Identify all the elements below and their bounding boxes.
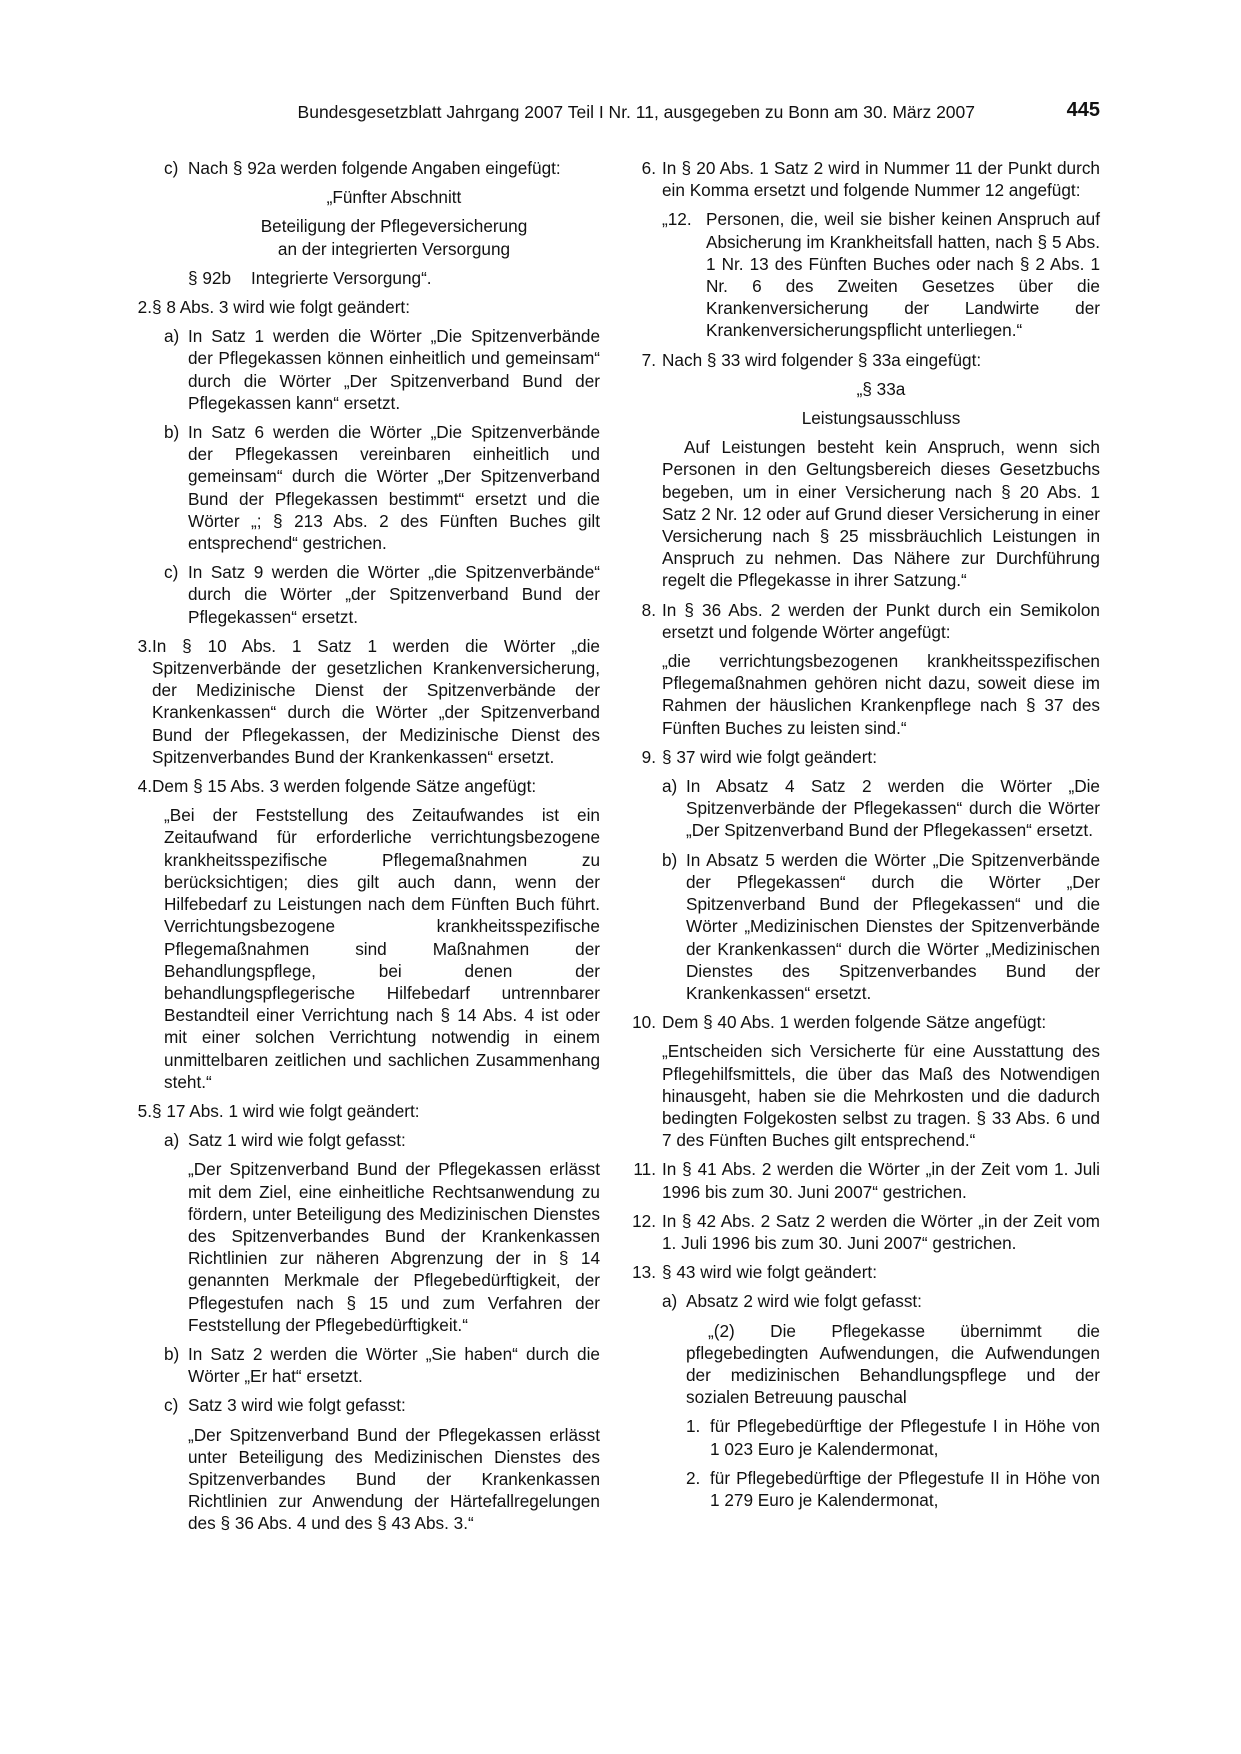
item-5a (130, 1129, 600, 1151)
toc-title: Integrierte Versorgung“. (251, 267, 432, 288)
quote-block: „(2) Die Pflegekasse übernimmt die pflegebedingten Aufwendungen, die Aufwendungen der medizinischen Behandlungspflege und der sozialen Betreuung pauschal (686, 1320, 1100, 1408)
item-text: Personen, die, weil sie bisher keinen Anspruch auf Absicherung im Krankheitsfall hatten, nach § 5 Abs. 1 Nr. 13 des Fünften Buches oder nach § 2 Abs. 1 Nr. 6 des Zweiten Gesetzes über die Krankenversicherung der Landwirte der Krankenversicherungspflicht unterliegen.“ (706, 209, 1100, 341)
item-1c (130, 157, 600, 179)
item-text: § 17 Abs. 1 wird wie folgt geändert: (152, 1100, 420, 1121)
item-13a-1 (628, 1415, 1100, 1459)
toc-section: § 92b (188, 267, 232, 288)
item-text: Satz 3 wird wie folgt gefasst: (188, 1395, 406, 1416)
item-label: b) (164, 422, 180, 443)
left-column (130, 157, 600, 1535)
item-text: § 37 wird wie folgt geändert: (662, 746, 877, 767)
item-number: 6. (641, 158, 656, 178)
item-text: In Satz 6 werden die Wörter „Die Spitzenverbände der Pflegekassen vereinbaren einheitlich und gemeinsam“ durch die Wörter „Der Spitzenverband Bund der Pflegekassen bestimmt“ ersetzt und die Wörter „; § 213 Abs. 2 des Fünften Buches gilt entsprechend“ gestrichen. (188, 422, 600, 554)
item-number: 10. (632, 1012, 656, 1033)
item-7 (628, 349, 1100, 371)
item-text: In Absatz 4 Satz 2 werden die Wörter „Die Spitzenverbände der Pflegekassen“ durch die Wörter „Der Spitzenverband Bund der Pflegekassen“ ersetzt. (686, 776, 1100, 841)
item-6-12 (628, 208, 1100, 341)
item-number: 4. (137, 776, 152, 797)
item-label: b) (164, 1343, 180, 1364)
quote-block: „die verrichtungsbezogenen krankheitsspezifischen Pflegemaßnahmen gehören nicht dazu, soweit diese im Rahmen der häuslichen Krankenpflege nach § 37 des Fünften Buches zu leisten sind.“ (662, 651, 1100, 738)
item-number: 9. (641, 746, 656, 767)
item-text: Absatz 2 wird wie folgt gefasst: (686, 1291, 922, 1312)
item-5 (130, 1100, 600, 1122)
item-number: 11. (633, 1159, 656, 1180)
item-label: a) (164, 326, 180, 347)
item-label: a) (164, 1130, 180, 1151)
item-number: 12. (632, 1210, 656, 1231)
page-number: 445 (1066, 99, 1100, 121)
item-text: In § 41 Abs. 2 werden die Wörter „in der Zeit vom 1. Juli 1996 bis zum 30. Juni 2007“ gestrichen. (662, 1159, 1100, 1202)
section-title: Leistungsausschluss (801, 408, 961, 429)
item-text: In Absatz 5 werden die Wörter „Die Spitzenverbände der Pflegekassen“ durch die Wörter „Der Spitzenverband Bund der Pflegekassen“ und die Wörter „Medizinischen Dienstes der Spitzenverbände der Krankenkassen“ durch die Wörter „Medizinischen Dienstes des Spitzenverbandes Bund der Krankenkassen“ ersetzt. (686, 849, 1100, 1003)
item-text: für Pflegebedürftige der Pflegestufe II in Höhe von 1 279 Euro je Kalendermonat, (710, 1467, 1100, 1510)
quote-block: „Der Spitzenverband Bund der Pflegekassen erlässt unter Beteiligung des Medizinischen Dienstes des Spitzenverbandes Bund der Krankenkassen Richtlinien zur Anwendung der Härtefallregelungen des § 36 Abs. 4 und des § 43 Abs. 3.“ (188, 1424, 600, 1534)
item-number: 8. (641, 599, 656, 620)
item-label: b) (662, 849, 678, 870)
item-9 (628, 746, 1100, 768)
item-13a-2 (628, 1467, 1100, 1511)
item-text: Nach § 33 wird folgender § 33a eingefügt: (662, 349, 982, 370)
item-3 (130, 635, 600, 768)
item-text: In § 36 Abs. 2 werden der Punkt durch ein Semikolon ersetzt und folgende Wörter angefügt: (662, 599, 1100, 642)
page-header (140, 100, 1100, 130)
item-text: In Satz 9 werden die Wörter „die Spitzenverbände“ durch die Wörter „der Spitzenverband Bund der Pflegekassen“ ersetzt. (188, 562, 600, 627)
section-heading: „Fünfter Abschnitt (326, 187, 462, 208)
item-12 (628, 1210, 1100, 1254)
quote-block: „Bei der Feststellung des Zeitaufwandes ist ein Zeitaufwand für erforderliche verrichtungsbezogene krankheitsspezifische Pflegemaßnahmen zu berücksichtigen; dies gilt auch dann, wenn der Hilfebedarf zu Leistungen nach dem Fünften Buch führt. Verrichtungsbezogene krankheitsspezifische Pflegemaßnahmen sind Maßnahmen der Behandlungspflege, bei denen der behandlungspflegerische Hilfebedarf untrennbarer Bestandteil einer Verrichtung nach § 14 Abs. 4 ist oder mit einer solchen Verrichtung notwendig in einem unmittelbaren zeitlichen und sachlichen Zusammenhang steht.“ (164, 805, 600, 1092)
item-text: Dem § 40 Abs. 1 werden folgende Sätze angefügt: (662, 1012, 1047, 1033)
item-number: 2. (686, 1467, 701, 1488)
item-9a (628, 775, 1100, 842)
item-label: „12. (662, 209, 692, 230)
item-label: c) (164, 1395, 179, 1416)
quote-block: „Der Spitzenverband Bund der Pflegekassen erlässt mit dem Ziel, eine einheitliche Rechtsanwendung zu fördern, unter Beteiligung des Medizinischen Dienstes des Spitzenverbandes Bund der Krankenkassen Richtlinien zur näheren Abgrenzung der in § 14 genannten Merkmale der Pflegebedürftigkeit, der Pflegestufen nach § 15 und zum Verfahren der Feststellung der Pflegebedürftigkeit.“ (188, 1159, 600, 1335)
quote-block: „Entscheiden sich Versicherte für eine Ausstattung des Pflegehilfsmittels, die über das Maß des Notwendigen hinausgeht, haben sie die Mehrkosten und die dadurch bedingten Folgekosten selbst zu tragen. § 33 Abs. 6 und 7 des Fünften Buches gilt entsprechend.“ (662, 1041, 1100, 1151)
item-text: für Pflegebedürftige der Pflegestufe I in Höhe von 1 023 Euro je Kalendermonat, (710, 1416, 1100, 1459)
item-label: a) (662, 776, 678, 797)
item-label: c) (164, 158, 179, 178)
right-column (628, 157, 1100, 1511)
item-number: 5. (137, 1100, 152, 1121)
item-2b (130, 421, 600, 554)
item-6 (628, 157, 1100, 201)
item-13 (628, 1261, 1100, 1283)
item-text: § 8 Abs. 3 wird wie folgt geändert: (152, 297, 410, 318)
section-title-line: Beteiligung der Pflegeversicherung (260, 216, 528, 237)
item-text: Nach § 92a werden folgende Angaben eingefügt: (188, 158, 561, 178)
section-title-line: an der integrierten Versorgung (277, 238, 511, 259)
item-8 (628, 599, 1100, 643)
item-label: a) (662, 1291, 678, 1312)
item-text: In Satz 2 werden die Wörter „Sie haben“ durch die Wörter „Er hat“ ersetzt. (188, 1343, 600, 1387)
item-2 (130, 296, 600, 318)
section-body: Auf Leistungen besteht kein Anspruch, wenn sich Personen in den Geltungsbereich dieses Gesetzbuchs begeben, um in einer Versicherung nach § 20 Abs. 1 Satz 2 Nr. 12 oder auf Grund dieser Versicherung in einer Versicherung nach § 25 missbräuchlich Leistungen in Anspruch zu nehmen. Das Nähere zur Durchführung regelt die Pflegekasse in ihrer Satzung.“ (662, 437, 1100, 591)
item-13a (628, 1290, 1100, 1312)
header-text: Bundesgesetzblatt Jahrgang 2007 Teil I Nr. 11, ausgegeben zu Bonn am 30. März 2007 (297, 102, 975, 122)
item-text: In § 20 Abs. 1 Satz 2 wird in Nummer 11 der Punkt durch ein Komma ersetzt und folgende Nummer 12 angefügt: (662, 158, 1100, 201)
item-label: c) (164, 562, 179, 583)
item-number: 1. (686, 1416, 701, 1437)
item-10 (628, 1011, 1100, 1033)
item-text: In § 10 Abs. 1 Satz 1 werden die Wörter „die Spitzenverbände der gesetzlichen Krankenversicherung, der Medizinische Dienst der Spitzenverbände der Krankenkassen“ durch die Wörter „der Spitzenverband Bund der Pflegekassen, der Medizinische Dienst des Spitzenverbandes Bund der Krankenkassen“ ersetzt. (152, 635, 600, 767)
section-heading: „§ 33a (856, 378, 906, 399)
item-number: 7. (641, 349, 656, 370)
item-2a (130, 325, 600, 414)
item-5c (130, 1394, 600, 1416)
item-text: In § 42 Abs. 2 Satz 2 werden die Wörter „in der Zeit vom 1. Juli 1996 bis zum 30. Juni 2007“ gestrichen. (662, 1210, 1100, 1253)
item-text: § 43 wird wie folgt geändert: (662, 1262, 877, 1283)
item-4 (130, 775, 600, 797)
item-number: 3. (137, 635, 152, 656)
item-11 (628, 1158, 1100, 1202)
toc-entry (130, 267, 600, 289)
item-9b (628, 849, 1100, 1004)
item-number: 13. (632, 1262, 656, 1283)
item-text: Dem § 15 Abs. 3 werden folgende Sätze angefügt: (152, 776, 537, 797)
item-number: 2. (137, 297, 152, 318)
item-text: Satz 1 wird wie folgt gefasst: (188, 1130, 406, 1151)
item-5b (130, 1343, 600, 1387)
item-2c (130, 561, 600, 628)
item-text: In Satz 1 werden die Wörter „Die Spitzenverbände der Pflegekassen können einheitlich und gemeinsam“ durch die Wörter „Der Spitzenverband Bund der Pflegekassen kann“ ersetzt. (188, 326, 600, 413)
